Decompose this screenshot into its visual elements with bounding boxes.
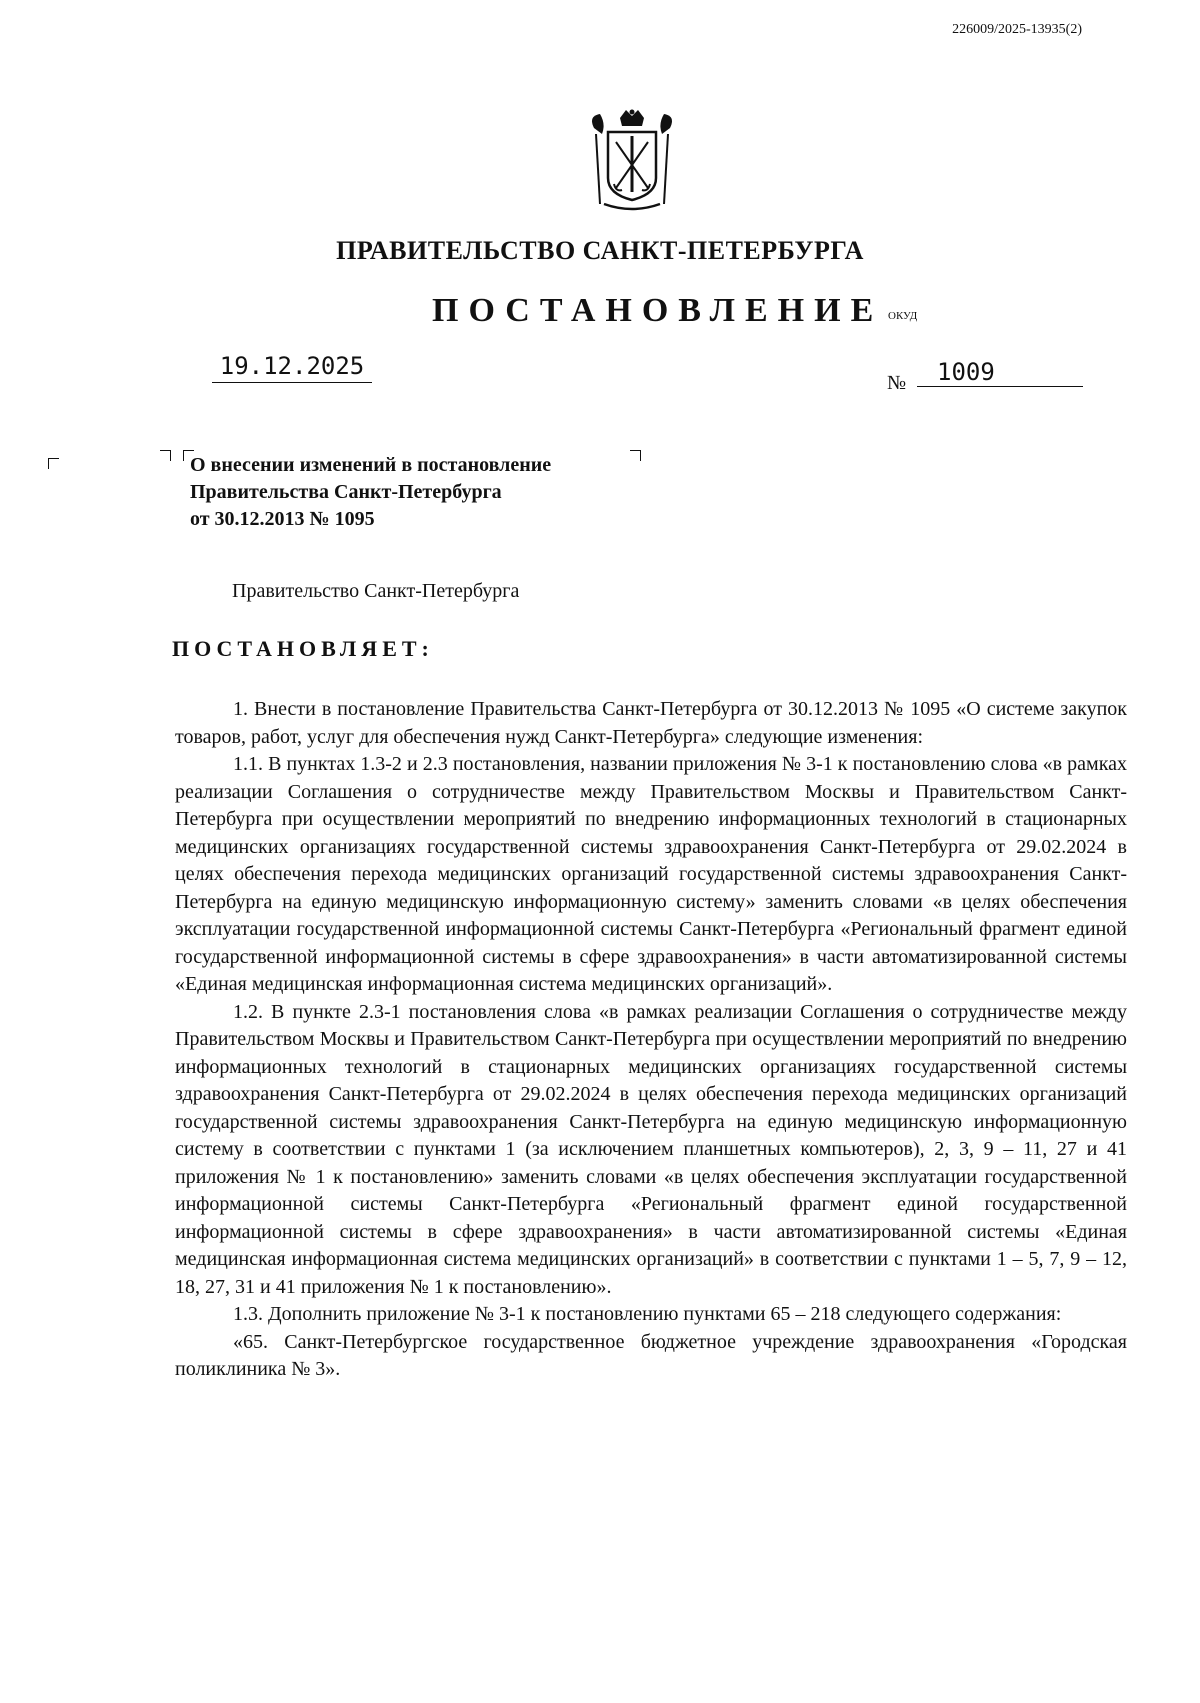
- document-number-label: №: [887, 372, 907, 394]
- document-body: [175, 696, 1127, 1384]
- document-type-heading: ПОСТАНОВЛЕНИЕ: [432, 292, 884, 329]
- document-title-line: О внесении изменений в постановление: [190, 454, 552, 476]
- document-number: 1009: [917, 358, 1083, 387]
- document-registration-id: 226009/2025-13935(2): [952, 22, 1082, 37]
- body-paragraph: 1.2. В пункте 2.3-1 постановления слова «в рамках реализации Соглашения о сотрудничестве между Правительством Москвы и Правительством Санкт-Петербурга при осуществлении мероприятий по внедрению информационных технологий в стационарных медицинских организациях государственной системы здравоохранения Санкт-Петербурга от 29.02.2024 в целях обеспечения перехода медицинских организаций государственной системы здравоохранения Санкт-Петербурга на единую медицинскую информационную систему в соответствии с пунктами 1 (за исключением планшетных компьютеров), 2, 3, 9 – 11, 27 и 41 приложения № 1 к постановлению» заменить словами «в целях обеспечения эксплуатации государственной информационной системы Санкт-Петербурга «Региональный фрагмент единой государственной информационной системы в сфере здравоохранения» в части автоматизированной системы «Единая медицинская информационная система медицинских организаций» в соответствии с пунктами 1 – 5, 7, 9 – 12, 18, 27, 31 и 41 приложения № 1 к постановлению».: [175, 1000, 1127, 1298]
- body-paragraph: «65. Санкт-Петербургское государственное бюджетное учреждение здравоохранения «Городская поликлиника № 3».: [175, 1330, 1127, 1380]
- saint-petersburg-coat-of-arms-icon: [586, 108, 678, 216]
- issuing-authority-heading: ПРАВИТЕЛЬСТВО САНКТ-ПЕТЕРБУРГА: [336, 236, 864, 265]
- document-title-line: Правительства Санкт-Петербурга: [190, 481, 502, 503]
- body-paragraph: 1.1. В пунктах 1.3-2 и 2.3 постановления, названии приложения № 3-1 к постановлению слова «в рамках реализации Соглашения о сотрудничестве между Правительством Москвы и Правительством Санкт-Петербурга при осуществлении мероприятий по внедрению информационных технологий в стационарных медицинских организациях государственной системы здравоохранения Санкт-Петербурга от 29.02.2024 в целях обеспечения перехода медицинских организаций государственной системы здравоохранения Санкт-Петербурга на единую медицинскую информационную систему» заменить словами «в целях обеспечения эксплуатации государственной информационной системы Санкт-Петербурга «Региональный фрагмент единой государственной информационной системы в сфере здравоохранения» в части автоматизированной системы «Единая медицинская информационная система медицинских организаций».: [175, 753, 1127, 995]
- decree-word: ПОСТАНОВЛЯЕТ:: [172, 636, 434, 661]
- document-title-line: от 30.12.2013 № 1095: [190, 508, 375, 530]
- corner-bracket-top-right: [630, 450, 641, 461]
- intro-subject: Правительство Санкт-Петербурга: [232, 580, 520, 602]
- corner-bracket-top-right: [160, 450, 171, 461]
- document-date: 19.12.2025: [212, 352, 372, 383]
- okud-label: ОКУД: [888, 310, 918, 322]
- document-title: [190, 452, 551, 533]
- body-paragraph: 1.3. Дополнить приложение № 3-1 к постановлению пунктами 65 – 218 следующего содержания:: [233, 1303, 1062, 1325]
- corner-bracket-top-left: [48, 458, 59, 469]
- body-paragraph: 1. Внести в постановление Правительства Санкт-Петербурга от 30.12.2013 № 1095 «О системе закупок товаров, работ, услуг для обеспечения нужд Санкт-Петербурга» следующие изменения:: [175, 698, 1127, 748]
